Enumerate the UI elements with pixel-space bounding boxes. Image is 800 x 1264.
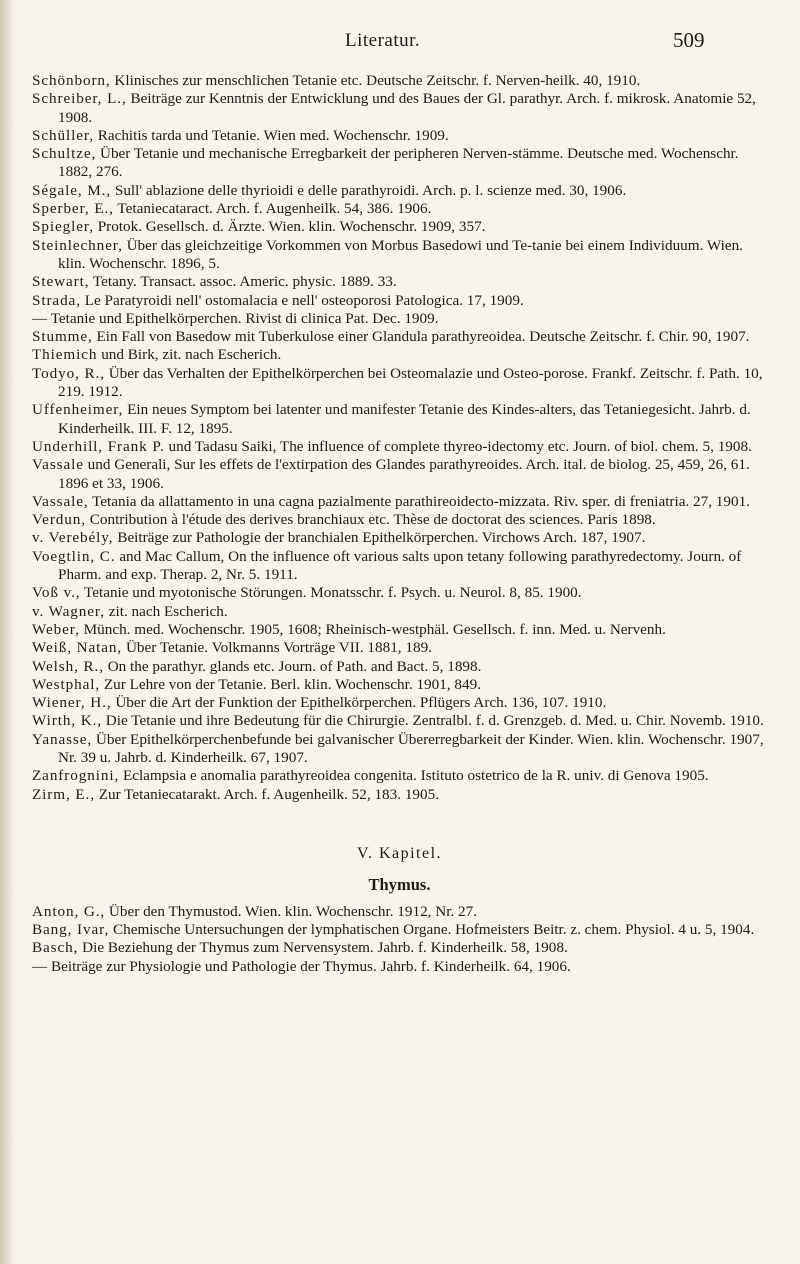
reference-entry — [32, 731, 767, 768]
section-title: Thymus. — [368, 874, 431, 894]
reference-text: Ein neues Symptom bei latenter und manifester Tetanie des Kindes-alters, das Tetaniegesicht. Jahrb. d. Kinderheilk. III. F. 12, 1895. — [58, 401, 751, 437]
reference-entry — [32, 182, 767, 200]
reference-text: Sull' ablazione delle thyrioidi e delle parathyroidi. Arch. p. l. scienze med. 30, 1906. — [111, 181, 627, 199]
reference-entry — [32, 767, 767, 785]
reference-author: Bang, Ivar, — [32, 921, 110, 939]
reference-author: Weiß, Natan, — [32, 639, 123, 657]
reference-entry — [32, 939, 767, 957]
reference-text: Über Epithelkörperchenbefunde bei galvanischer Übererregbarkeit der Kinder. Wien. klin. Wochenschr. 1907, Nr. 39 u. Jahrb. d. Kinderheilk. 67, 1907. — [58, 730, 764, 766]
reference-entry — [32, 72, 767, 90]
reference-entry — [32, 676, 767, 694]
reference-entry — [32, 127, 767, 145]
reference-author: Schreiber, L., — [32, 90, 127, 108]
reference-text: und Birk, zit. nach Escherich. — [97, 346, 282, 364]
reference-entry — [32, 328, 767, 346]
reference-text: and Mac Callum, On the influence oft various salts upon tetany following parathyredectomy. Journ. of Pharm. and exp. Therap. 2, Nr. 5. 1911. — [58, 547, 742, 584]
running-title: Literatur. — [345, 30, 421, 51]
running-head — [0, 30, 800, 54]
reference-entry — [32, 621, 767, 639]
reference-text: Über das gleichzeitige Vorkommen von Morbus Basedowi und Te-tanie bei einem Individuum. Wien. klin. Wochenschr. 1896, 5. — [58, 236, 743, 272]
reference-author: Ségale, M., — [32, 181, 112, 199]
reference-author: Zanfrognini, — [32, 767, 120, 785]
reference-text: zit. nach Escherich. — [104, 602, 228, 620]
reference-text: Über Tetanie und mechanische Erregbarkeit der peripheren Nerven-stämme. Deutsche med. Wochenschr. 1882, 276. — [58, 145, 739, 181]
reference-entry — [32, 548, 767, 585]
reference-author: Voß v., — [32, 584, 81, 602]
reference-text: Ein Fall von Basedow mit Tuberkulose einer Glandula parathyreoidea. Deutsche Zeitschr. f. Chir. 90, 1907. — [92, 328, 750, 346]
reference-author: Welsh, R., — [32, 657, 104, 675]
reference-author: Westphal, — [32, 675, 101, 693]
reference-entry — [32, 145, 767, 182]
reference-text: Über Tetanie. Volkmanns Vorträge VII. 1881, 189. — [122, 639, 432, 657]
reference-list — [32, 72, 767, 804]
reference-entry — [32, 786, 767, 804]
reference-author: Yanasse, — [32, 730, 93, 748]
reference-author: Steinlechner, — [32, 236, 123, 254]
reference-author: Stumme, — [32, 328, 93, 346]
reference-entry — [32, 658, 767, 676]
reference-author: Schönborn, — [32, 72, 111, 89]
reference-author: Anton, G., — [32, 902, 106, 920]
reference-author: Schultze, — [32, 145, 97, 163]
reference-text: — Tetanie und Epithelkörperchen. Rivist di clinica Pat. Dec. 1909. — [32, 309, 439, 327]
reference-text: Zur Tetaniecatarakt. Arch. f. Augenheilk. 52, 183. 1905. — [94, 785, 440, 803]
reference-author: Vassale — [32, 456, 84, 474]
reference-author: Wirth, K., — [32, 712, 102, 730]
reference-text: Tetania da allattamento in una cagna pazialmente parathireoidecto-mizzata. Riv. sper. di freniatria. 27, 1901. — [88, 492, 750, 510]
page-number: 509 — [673, 28, 705, 52]
reference-text: Über das Verhalten der Epithelkörperchen bei Osteomalazie und Osteo-porose. Frankf. Zeitschr. f. Path. 10, 219. 1912. — [58, 364, 763, 401]
bibliography — [32, 72, 767, 976]
reference-entry — [32, 639, 767, 657]
reference-text: Zur Lehre von der Tetanie. Berl. klin. Wochenschr. 1901, 849. — [100, 675, 482, 693]
reference-entry — [32, 511, 767, 529]
reference-text: Die Tetanie und ihre Bedeutung für die Chirurgie. Zentralbl. f. d. Grenzgeb. d. Med. u. Chir. Novemb. 1910. — [101, 712, 764, 730]
reference-author: Strada, — [32, 291, 81, 309]
reference-author: Zirm, E., — [32, 785, 95, 803]
reference-text: Die Beziehung der Thymus zum Nervensystem. Jahrb. f. Kinderheilk. 58, 1908. — [78, 939, 568, 957]
reference-entry — [32, 346, 767, 364]
reference-author: v. Wagner, — [32, 602, 105, 620]
reference-entry — [32, 292, 767, 310]
reference-entry — [32, 603, 767, 621]
reference-entry — [32, 584, 767, 602]
reference-author: Vassale, — [32, 492, 89, 510]
reference-text: Rachitis tarda und Tetanie. Wien med. Wochenschr. 1909. — [93, 126, 449, 144]
reference-entry — [32, 712, 767, 730]
reference-text: Contribution à l'étude des derives branchiaux etc. Thèse de doctorat des sciences. Paris 1898. — [85, 511, 656, 529]
reference-entry — [32, 90, 767, 127]
reference-list-thymus — [32, 903, 767, 976]
reference-entry — [32, 903, 767, 921]
reference-entry — [32, 218, 767, 236]
reference-author: Schüller, — [32, 126, 94, 144]
reference-text: und Generali, Sur les effets de l'extirpation des Glandes parathyreoides. Arch. ital. de biolog. 25, 459, 26, 61. 1896 et 33, 1906. — [58, 456, 750, 492]
reference-text: Über die Art der Funktion der Epithelkörperchen. Pflügers Arch. 136, 107. 1910. — [111, 694, 607, 712]
reference-text: Chemische Untersuchungen der lymphatischen Organe. Hofmeisters Beitr. z. chem. Physiol. 4 u. 5, 1904. — [109, 921, 755, 939]
reference-text: Protok. Gesellsch. d. Ärzte. Wien. klin. Wochenschr. 1909, 357. — [93, 218, 486, 236]
reference-entry — [32, 694, 767, 712]
reference-text: Tetanie und myotonische Störungen. Monatsschr. f. Psych. u. Neurol. 8, 85. 1900. — [80, 584, 582, 602]
reference-text: Klinisches zur menschlichen Tetanie etc. Deutsche Zeitschr. f. Nerven-heilk. 40, 1910. — [110, 72, 641, 89]
reference-text: und Tadasu Saiki, The influence of complete thyreo-idectomy etc. Journ. of biol. chem. 5, 1908. — [164, 437, 752, 455]
reference-entry — [32, 401, 767, 438]
reference-text: Eclampsia e anomalia parathyreoidea congenita. Istituto ostetrico de la R. univ. di Genova 1905. — [119, 767, 709, 785]
reference-text: Beiträge zur Kenntnis der Entwicklung und des Baues der Gl. parathyr. Arch. f. mikrosk. Anatomie 52, 1908. — [58, 90, 756, 126]
reference-entry — [32, 273, 767, 291]
reference-entry — [32, 438, 767, 456]
reference-text: Le Paratyroidi nell' ostomalacia e nell' osteoporosi Patologica. 17, 1909. — [80, 291, 524, 309]
reference-author: Uffenheimer, — [32, 401, 124, 419]
reference-author: Verdun, — [32, 511, 86, 529]
reference-entry — [32, 365, 767, 402]
reference-text: Münch. med. Wochenschr. 1905, 1608; Rheinisch-westphäl. Gesellsch. f. inn. Med. u. Nervenh. — [79, 620, 666, 638]
reference-author: Sperber, E., — [32, 200, 114, 218]
reference-entry — [32, 200, 767, 218]
reference-author: Thiemich — [32, 346, 98, 364]
reference-author: Weber, — [32, 620, 80, 638]
page-binding-edge — [0, 0, 14, 1264]
reference-text: Tetany. Transact. assoc. Americ. physic. 1889. 33. — [89, 273, 397, 291]
reference-text: — Beiträge zur Physiologie und Pathologie der Thymus. Jahrb. f. Kinderheilk. 64, 1906. — [32, 957, 571, 975]
reference-entry — [32, 493, 767, 511]
reference-author: Todyo, R., — [32, 364, 105, 382]
chapter-heading: V. Kapitel. — [356, 844, 443, 862]
reference-author: Underhill, Frank P. — [32, 437, 165, 455]
reference-entry — [32, 921, 767, 939]
reference-author: Basch, — [32, 939, 79, 957]
reference-text: Tetaniecataract. Arch. f. Augenheilk. 54, 386. 1906. — [113, 200, 432, 218]
reference-text: Über den Thymustod. Wien. klin. Wochenschr. 1912, Nr. 27. — [105, 902, 478, 920]
reference-entry — [32, 529, 767, 547]
reference-author: Voegtlin, C. — [32, 547, 116, 565]
reference-entry — [32, 310, 767, 328]
reference-entry — [32, 456, 767, 493]
reference-text: Beiträge zur Pathologie der branchialen Epithelkörperchen. Virchows Arch. 187, 1907. — [113, 529, 646, 547]
reference-entry — [32, 958, 767, 976]
reference-author: v. Verebély, — [32, 529, 114, 547]
reference-text: On the parathyr. glands etc. Journ. of Path. and Bact. 5, 1898. — [103, 657, 482, 675]
reference-author: Spiegler, — [32, 218, 94, 236]
reference-entry — [32, 237, 767, 274]
reference-author: Stewart, — [32, 273, 90, 291]
reference-author: Wiener, H., — [32, 694, 112, 712]
